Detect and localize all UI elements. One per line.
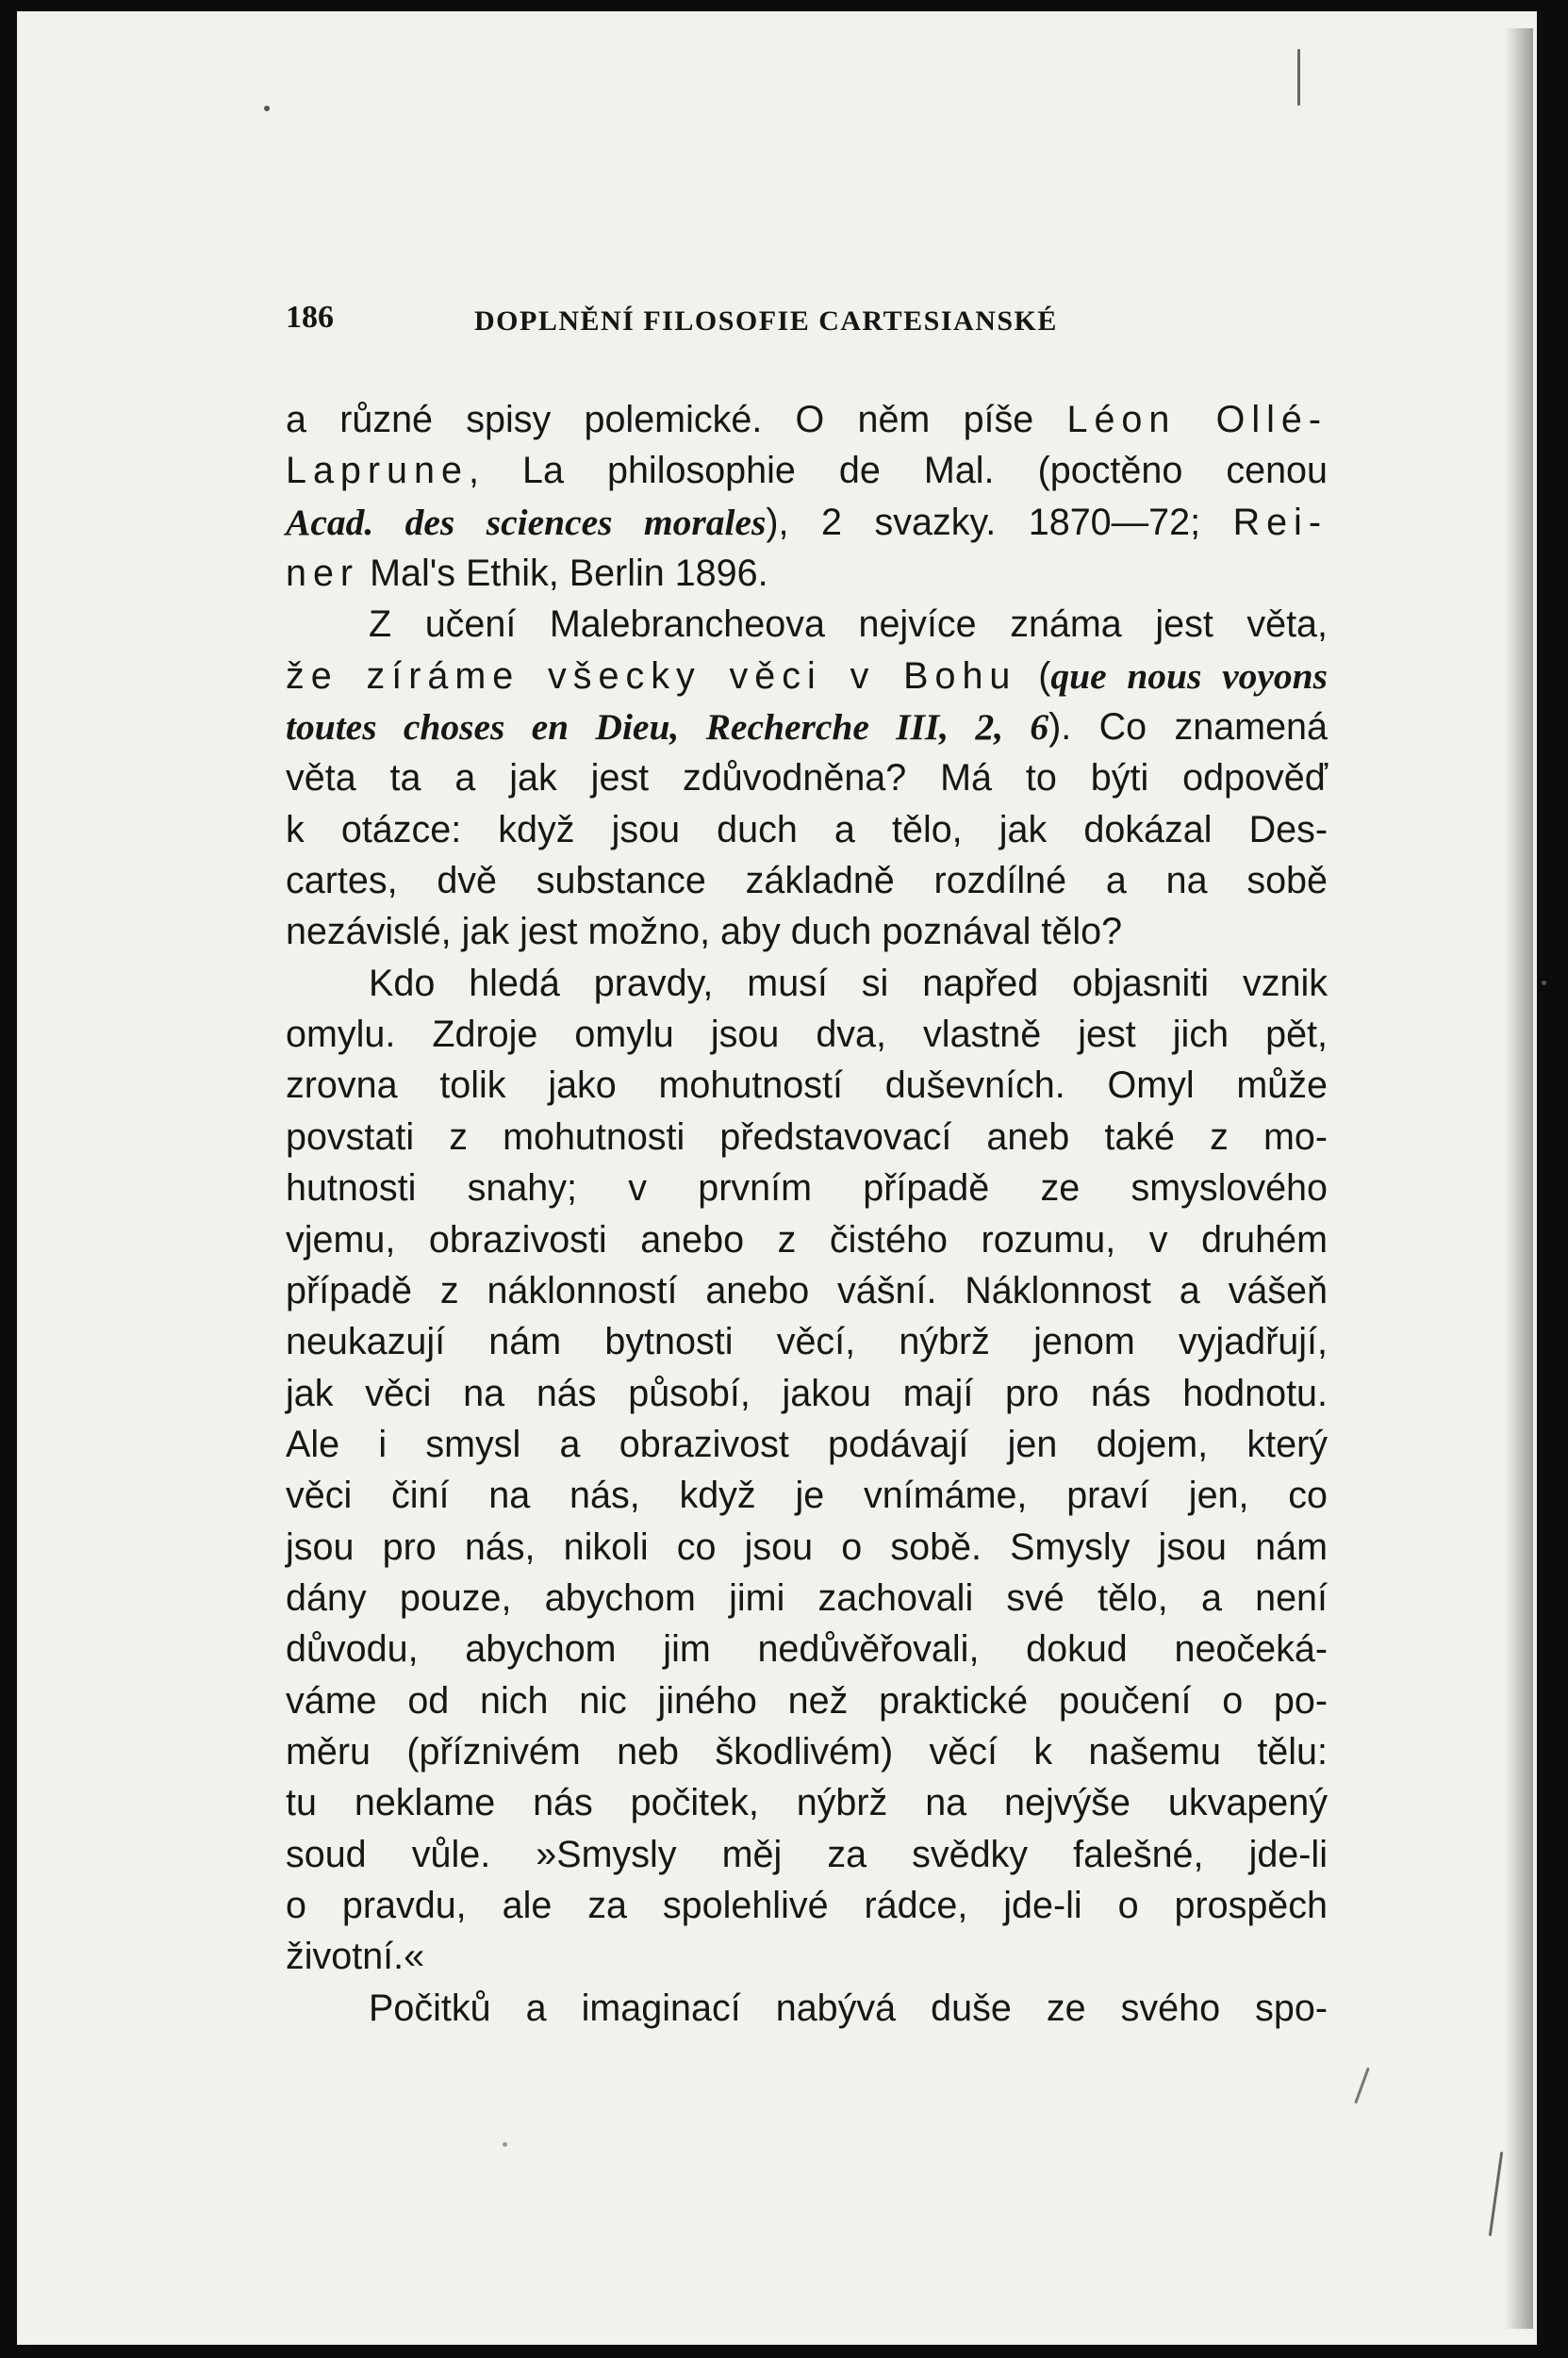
text-line [286, 1060, 1328, 1111]
text-run: Ale i smysl a obrazivost podávají jen dojem, který [286, 1423, 1328, 1465]
text-line [286, 1777, 1328, 1828]
text-line [286, 394, 1328, 445]
page-header [286, 300, 1332, 341]
text-run: věci činí na nás, když je vnímáme, praví jen, co [286, 1475, 1328, 1517]
text-run: hutnosti snahy; v prvním případě ze smyslového [286, 1167, 1328, 1210]
text-run: jak věci na nás působí, jakou mají pro nás hodnotu. [286, 1372, 1328, 1414]
text-run: Z učení Malebrancheova nejvíce známa jest věta, [369, 603, 1328, 646]
text-run: neukazují nám bytnosti věcí, nýbrž jenom vyjadřují, [286, 1321, 1328, 1363]
italic-phrase: Acad. des sciences morales [286, 501, 767, 543]
text-run: povstati z mohutnosti představovací aneb také z mo- [286, 1115, 1328, 1158]
text-line [286, 1931, 1328, 1982]
binding-shadow [1505, 28, 1533, 2329]
text-line [286, 752, 1328, 803]
text-line [286, 1880, 1328, 1931]
text-run: jsou pro nás, nikoli co jsou o sobě. Smysly jsou nám [286, 1525, 1328, 1568]
text-run: měru (příznivém neb škodlivém) věcí k našemu tělu: [286, 1730, 1328, 1773]
text-line [286, 958, 1328, 1009]
text-run: váme od nich nic jiného než praktické poučení o po- [286, 1679, 1328, 1722]
text-line [286, 701, 1328, 752]
text-line [286, 1009, 1328, 1060]
text-run: Mal's Ethik, Berlin 1896. [359, 552, 768, 595]
text-line [286, 651, 1328, 701]
text-run: ( [1016, 654, 1051, 697]
text-line [286, 599, 1328, 650]
text-line [286, 906, 1328, 957]
text-line [286, 1265, 1328, 1316]
spaced-emphasis: ner [286, 552, 360, 595]
text-run: Počitků a imaginací nabývá duše ze svého spo- [369, 1987, 1328, 2029]
text-run: vjemu, obrazivosti anebo z čistého rozumu, v druhém [286, 1218, 1328, 1261]
text-run: omylu. Zdroje omylu jsou dva, vlastně jest jich pět, [286, 1014, 1328, 1056]
spaced-emphasis: že zíráme všecky věci v Bohu [286, 654, 1017, 697]
body-text [286, 394, 1328, 2034]
text-line [286, 1829, 1328, 1880]
text-run: zrovna tolik jako mohutností duševních. Omyl může [286, 1064, 1328, 1107]
spaced-emphasis: Laprune [286, 450, 469, 492]
text-run: důvodu, abychom jim nedůvěřovali, dokud neočeká- [286, 1628, 1328, 1671]
text-line [286, 1522, 1328, 1573]
italic-phrase: toutes choses en Dieu, Recherche III, 2, 6 [286, 706, 1049, 749]
italic-phrase: que nous voyons [1050, 654, 1328, 697]
text-line [286, 1419, 1328, 1470]
text-line [286, 1316, 1328, 1367]
text-line [286, 548, 1328, 599]
text-line [286, 1573, 1328, 1624]
text-line [286, 1214, 1328, 1265]
text-run: případě z náklonností anebo vášní. Náklonnost a vášeň [286, 1269, 1328, 1311]
text-run: věta ta a jak jest zdůvodněna? Má to býti odpověď [286, 757, 1328, 800]
text-run: o pravdu, ale za spolehlivé rádce, jde-li o prospěch [286, 1884, 1328, 1926]
text-run: soud vůle. »Smysly měj za svědky falešné, jde-li [286, 1833, 1328, 1875]
text-run: ). Co znamená [1048, 706, 1328, 749]
text-line [286, 855, 1328, 906]
spaced-emphasis: Léon Ollé- [1066, 399, 1328, 440]
text-line [286, 1726, 1328, 1777]
text-run: životní.« [286, 1936, 425, 1978]
text-line [286, 1470, 1328, 1521]
spaced-emphasis: Rei- [1232, 501, 1328, 543]
text-run: tu neklame nás počitek, nýbrž na nejvýše ukvapený [286, 1782, 1328, 1824]
text-line [286, 497, 1328, 548]
text-run: a různé spisy polemické. O něm píše [286, 399, 1067, 440]
text-line [286, 1624, 1328, 1674]
text-line [286, 1112, 1328, 1163]
text-line [286, 1983, 1328, 2034]
text-line [286, 1368, 1328, 1419]
page-number: 186 [286, 300, 334, 335]
text-run: , La philosophie de Mal. (poctěno cenou [468, 450, 1328, 492]
running-title: DOPLNĚNÍ FILOSOFIE CARTESIANSKÉ [474, 305, 1058, 337]
text-line [286, 1163, 1328, 1213]
text-run: Kdo hledá pravdy, musí si napřed objasniti vznik [369, 962, 1328, 1004]
text-run: cartes, dvě substance základně rozdílné a na sobě [286, 860, 1328, 902]
text-run: dány pouze, abychom jimi zachovali své tělo, a není [286, 1576, 1328, 1619]
text-line [286, 445, 1328, 496]
text-line [286, 1675, 1328, 1726]
text-run: nezávislé, jak jest možno, aby duch poznával tělo? [286, 911, 1123, 953]
text-run: ), 2 svazky. 1870—72; [766, 501, 1233, 543]
text-run: k otázce: když jsou duch a tělo, jak dokázal Des- [286, 808, 1328, 850]
text-line [286, 804, 1328, 855]
